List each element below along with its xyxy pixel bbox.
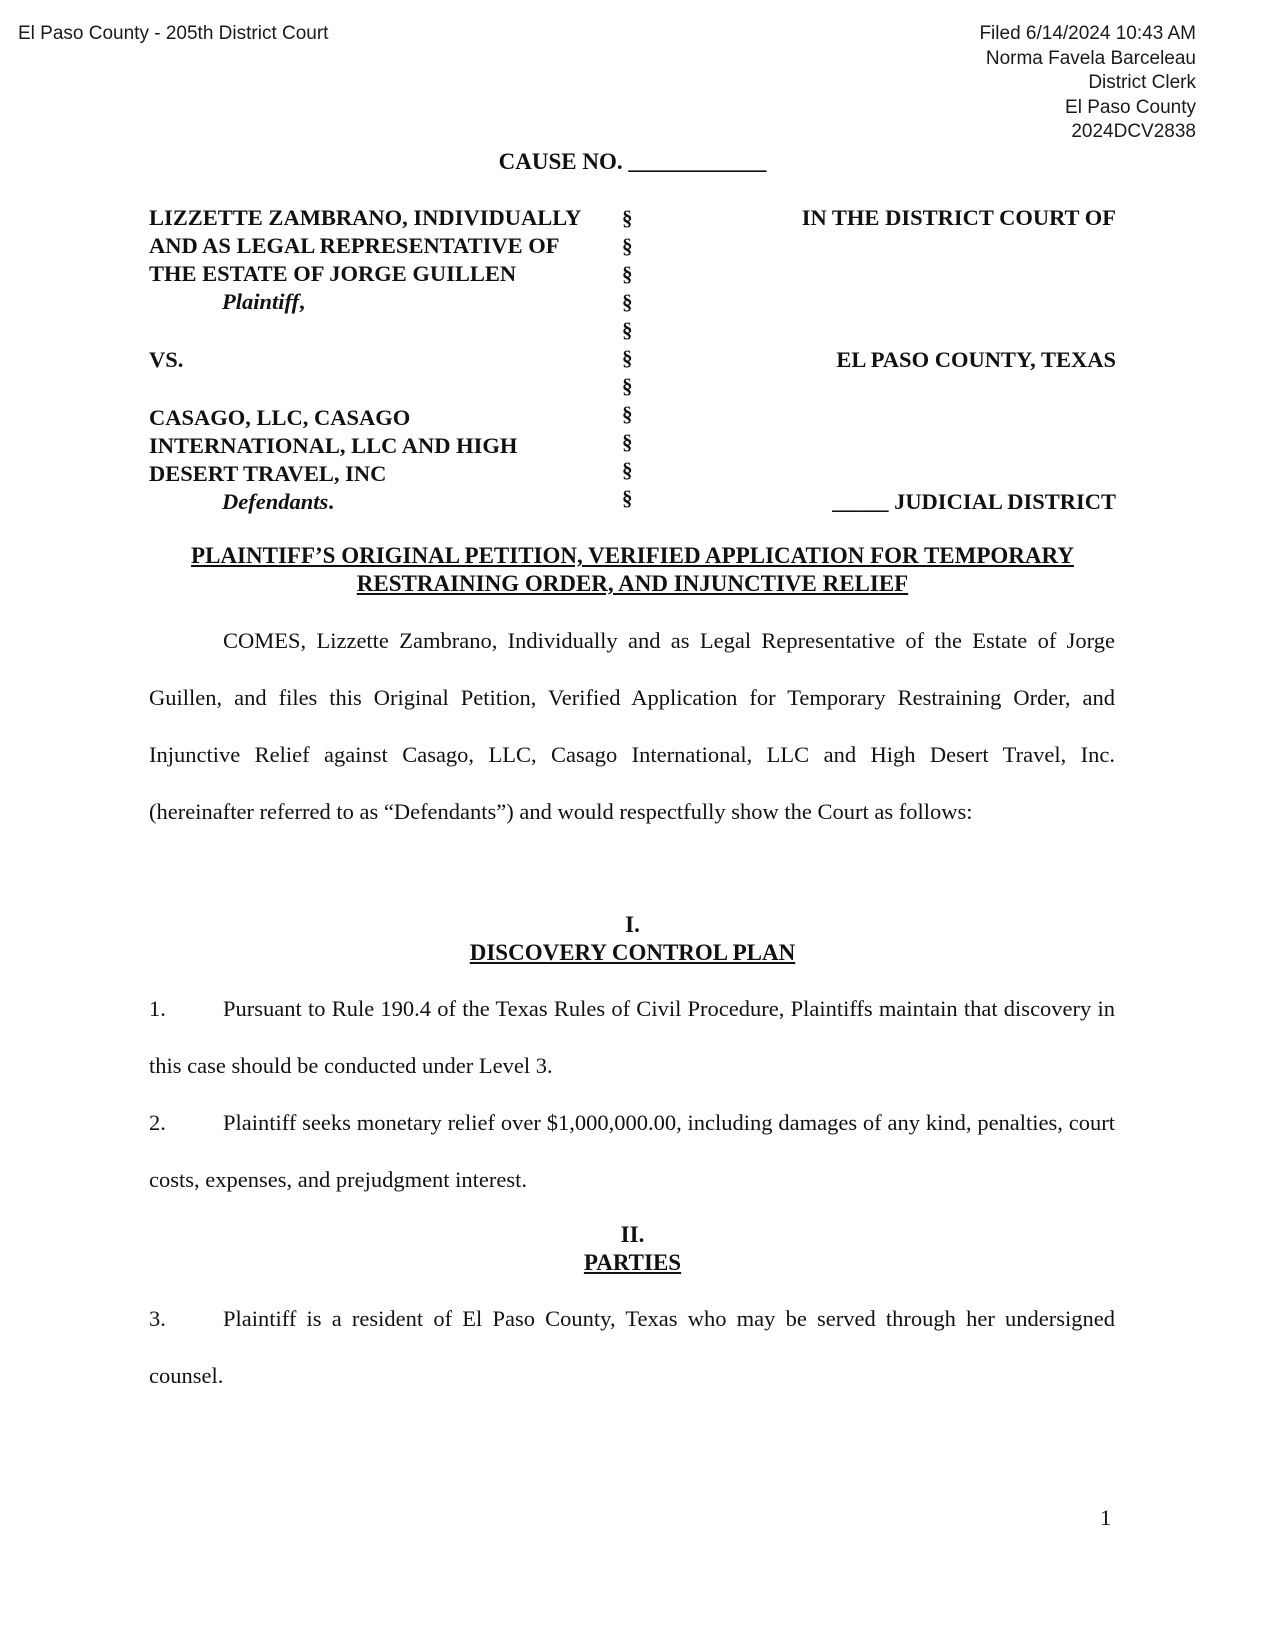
- defendant-name-line: DESERT TRAVEL, INC: [149, 461, 387, 486]
- section-symbol: §: [622, 206, 633, 230]
- section-number: I.: [625, 912, 640, 937]
- section-symbol: §: [622, 402, 633, 426]
- filing-stamp-line: Norma Favela Barceleau: [985, 47, 1196, 69]
- plaintiff-name-line: THE ESTATE OF JORGE GUILLEN: [149, 261, 517, 286]
- section-symbol: §: [622, 374, 633, 398]
- filing-stamp-line: Filed 6/14/2024 10:43 AM: [979, 23, 1196, 44]
- filing-stamp: [979, 22, 1196, 145]
- filing-stamp-line: 2024DCV2838: [1071, 121, 1196, 142]
- page-number: 1: [1100, 1505, 1112, 1530]
- section-symbol: §: [622, 318, 633, 342]
- paragraph-number: 1.: [149, 996, 166, 1021]
- numbered-paragraph: [149, 1094, 1115, 1208]
- filing-stamp-line: El Paso County: [1065, 96, 1196, 118]
- court-name-line: IN THE DISTRICT COURT OF: [801, 205, 1116, 230]
- numbered-paragraph: [149, 980, 1115, 1094]
- intro-paragraph: [149, 612, 1115, 840]
- defendant-label: Defendants.: [222, 489, 334, 514]
- versus-label: VS.: [149, 347, 184, 372]
- section-symbol: §: [622, 290, 633, 314]
- paragraph-text: Pursuant to Rule 190.4 of the Texas Rules of Civil Procedure, Plaintiffs maintain that discovery in this case should be conducted under Level 3.: [149, 996, 1115, 1078]
- section-symbol: §: [622, 430, 633, 454]
- section-symbol: §: [622, 486, 633, 510]
- paragraph-number: 3.: [149, 1306, 166, 1331]
- plaintiff-label: Plaintiff,: [222, 289, 305, 314]
- paragraph-number: 2.: [149, 1110, 166, 1135]
- cause-number: CAUSE NO. ____________: [498, 149, 767, 174]
- plaintiff-name-line: LIZZETTE ZAMBRANO, INDIVIDUALLY: [149, 205, 582, 230]
- section-heading: DISCOVERY CONTROL PLAN: [469, 940, 796, 965]
- section-symbol: §: [622, 262, 633, 286]
- section-symbol: §: [622, 234, 633, 258]
- court-county-line: EL PASO COUNTY, TEXAS: [836, 347, 1116, 372]
- section-heading: PARTIES: [583, 1250, 682, 1275]
- section-number: II.: [620, 1222, 645, 1247]
- document-title: PLAINTIFF’S ORIGINAL PETITION, VERIFIED APPLICATION FOR TEMPORARY: [191, 543, 1074, 568]
- section-symbol: §: [622, 346, 633, 370]
- document-title: RESTRAINING ORDER, AND INJUNCTIVE RELIEF: [356, 571, 909, 596]
- numbered-paragraph: [149, 1290, 1115, 1404]
- court-header: El Paso County - 205th District Court: [18, 23, 329, 44]
- defendant-name-line: CASAGO, LLC, CASAGO: [149, 405, 411, 430]
- plaintiff-name-line: AND AS LEGAL REPRESENTATIVE OF: [149, 233, 560, 258]
- filing-stamp-line: District Clerk: [1088, 72, 1196, 93]
- paragraph-text: Plaintiff is a resident of El Paso County, Texas who may be served through her undersigned counsel.: [149, 1306, 1115, 1388]
- judicial-district-line: _____ JUDICIAL DISTRICT: [832, 489, 1116, 514]
- intro-text: COMES, Lizzette Zambrano, Individually and as Legal Representative of the Estate of Jorge Guillen, and files this Original Petition, Verified Application for Temporary Restraining Order, and Injunctive Relief against Casago, LLC, Casago International, LLC and High Desert Travel, Inc. (hereinafter referred to as “Defendants”) and would respectfully show the Court as follows:: [149, 628, 1115, 824]
- section-symbol: §: [622, 458, 633, 482]
- paragraph-text: Plaintiff seeks monetary relief over $1,000,000.00, including damages of any kind, penalties, court costs, expenses, and prejudgment interest.: [149, 1110, 1115, 1192]
- defendant-name-line: INTERNATIONAL, LLC AND HIGH: [149, 433, 518, 458]
